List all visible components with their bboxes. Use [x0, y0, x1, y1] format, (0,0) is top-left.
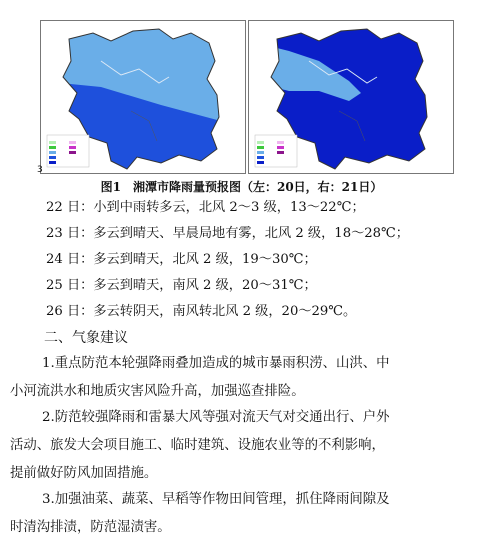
map-legend: [255, 135, 297, 167]
advice-paragraph-3: [10, 486, 472, 542]
advice-paragraph-2: [10, 404, 472, 488]
forecast-line: 22 日：小到中雨转多云，北风 2～3 级，13～22℃；: [46, 200, 365, 215]
page-number: 3: [37, 165, 43, 175]
forecast-line: 26 日：多云转阴天，南风转北风 2 级，20～29℃。: [46, 304, 357, 319]
figure-caption: 图1 湘潭市降雨量预报图（左：20日，右：21日）: [100, 180, 383, 194]
rainfall-map-left-svg: [41, 21, 245, 173]
advice-line: 活动、旅发大会项目施工、临时建筑、设施农业等的不利影响，: [10, 438, 385, 453]
section-heading: 二、气象建议: [44, 330, 128, 346]
rainfall-map-right: [248, 20, 454, 174]
forecast-line: 23 日：多云到晴天、早晨局地有雾，北风 2 级，18～28℃；: [46, 226, 409, 241]
advice-line: 2.防范较强降雨和雷暴大风等强对流天气对交通出行、户外: [42, 410, 390, 425]
advice-line: 时清沟排渍，防范湿渍害。: [10, 520, 171, 535]
rainfall-map-left: [40, 20, 246, 174]
advice-line: 3.加强油菜、蔬菜、早稻等作物田间管理，抓住降雨间隙及: [42, 492, 390, 507]
advice-paragraph-1: [10, 350, 472, 406]
map-legend: [47, 135, 89, 167]
advice-line: 1.重点防范本轮强降雨叠加造成的城市暴雨积涝、山洪、中: [42, 356, 390, 371]
rainfall-map-right-svg: [249, 21, 453, 173]
forecast-line: 25 日：多云到晴天，南风 2 级，20～31℃；: [46, 278, 317, 293]
forecast-line: 24 日：多云到晴天，北风 2 级，19～30℃；: [46, 252, 317, 267]
forecast-maps: [40, 20, 460, 175]
advice-line: 提前做好防风加固措施。: [10, 466, 158, 481]
advice-line: 小河流洪水和地质灾害风险升高，加强巡查排险。: [10, 384, 305, 399]
